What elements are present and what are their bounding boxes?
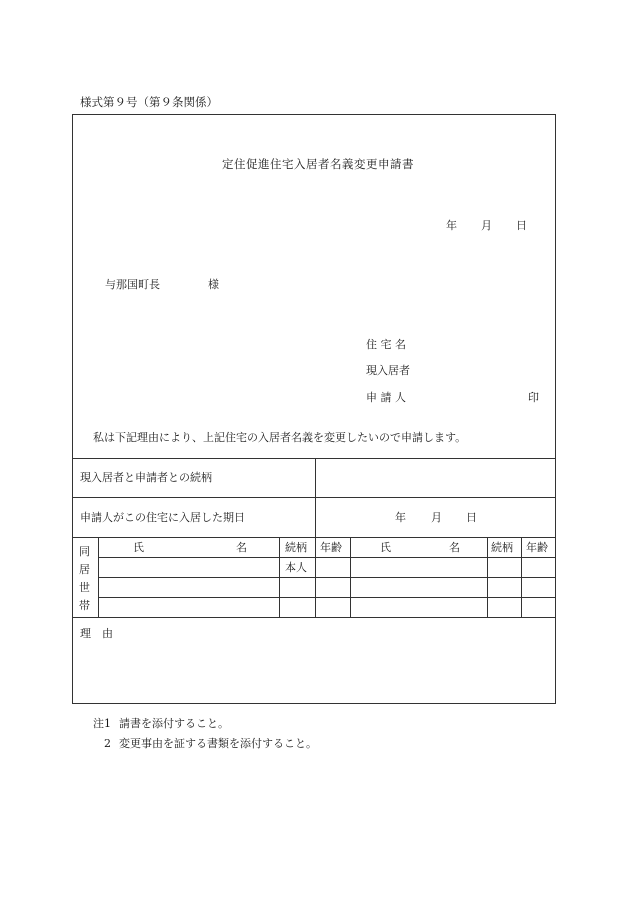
date-day-label: 日 (516, 219, 527, 232)
household-col-divider (487, 537, 488, 617)
household-side-char: 居 (79, 563, 90, 576)
reason-label: 理 由 (80, 627, 113, 640)
applicant-label: 申 請 人 (366, 391, 406, 404)
household-col-divider (350, 537, 351, 617)
household-side-char: 同 (79, 545, 90, 558)
table-rule (72, 497, 556, 498)
note-1-number: 注1 (93, 717, 111, 730)
household-bottom-rule (72, 617, 556, 618)
household-side-char: 帯 (79, 599, 90, 612)
seal-mark: 印 (528, 391, 539, 404)
move-in-date-label: 申請人がこの住宅に入居した期日 (80, 511, 245, 524)
note-2-number: 2 (104, 737, 111, 750)
table-top-rule (72, 458, 556, 459)
relation-label: 現入居者と申請者との続柄 (80, 471, 212, 484)
household-header-given-name: 名 (236, 541, 247, 554)
table-divider (315, 458, 316, 537)
household-col-divider (315, 537, 316, 617)
note-2-text: 変更事由を証する書類を添付すること。 (119, 737, 317, 750)
household-header-relation: 続柄 (285, 541, 307, 554)
household-side-divider (98, 537, 99, 617)
household-side-char: 世 (79, 581, 90, 594)
household-header-age: 年齢 (526, 541, 548, 554)
household-header-surname: 氏 (133, 541, 144, 554)
household-header-age: 年齢 (320, 541, 342, 554)
household-col-divider (279, 537, 280, 617)
house-name-label: 住 宅 名 (366, 338, 406, 351)
household-first-row-relation: 本人 (285, 561, 307, 574)
household-header-relation: 続柄 (491, 541, 513, 554)
move-in-day-label: 日 (466, 511, 477, 524)
document-title: 定住促進住宅入居者名義変更申請書 (222, 157, 414, 171)
date-month-label: 月 (481, 219, 492, 232)
household-col-divider (521, 537, 522, 617)
addressee-name: 与那国町長 (105, 278, 160, 291)
note-1-text: 請書を添付すること。 (119, 717, 229, 730)
form-frame (72, 114, 556, 704)
application-statement: 私は下記理由により、上記住宅の入居者名義を変更したいので申請します。 (93, 431, 467, 444)
household-header-surname: 氏 (380, 541, 391, 554)
addressee-honorific: 様 (208, 278, 219, 291)
form-number-label: 様式第９号（第９条関係） (80, 95, 218, 109)
table-rule (72, 537, 556, 538)
move-in-month-label: 月 (431, 511, 442, 524)
date-year-label: 年 (446, 219, 457, 232)
household-header-given-name: 名 (449, 541, 460, 554)
current-resident-label: 現入居者 (366, 364, 410, 377)
move-in-year-label: 年 (395, 511, 406, 524)
